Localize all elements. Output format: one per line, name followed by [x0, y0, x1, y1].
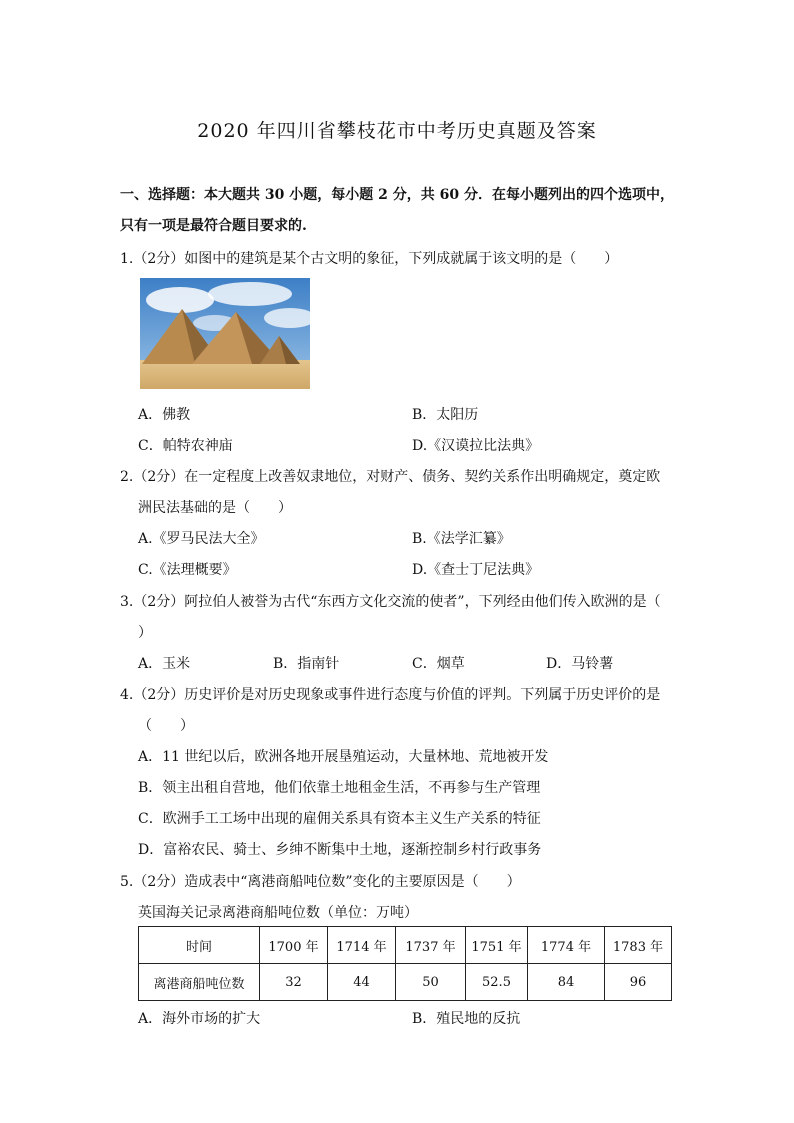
q1-option-d: D.《汉谟拉比法典》 — [412, 438, 540, 454]
pyramids-image — [140, 278, 310, 389]
table-header-cell: 1774 年 — [528, 927, 605, 964]
question-4-stem-cont: （ ） — [138, 718, 194, 734]
table-header-cell: 1751 年 — [466, 927, 528, 964]
q4-option-d: D．富裕农民、骑士、乡绅不断集中土地，逐渐控制乡村行政事务 — [138, 842, 542, 858]
q3-option-a: A．玉米 — [138, 656, 191, 672]
q5-option-a: A．海外市场的扩大 — [138, 1011, 261, 1027]
q2-option-c: C.《法理概要》 — [138, 562, 237, 578]
q4-option-a: A．11 世纪以后，欧洲各地开展垦殖运动，大量林地、荒地被开发 — [138, 749, 549, 765]
table-header-cell: 1783 年 — [605, 927, 672, 964]
question-2-stem: 2.（2分）在一定程度上改善奴隶地位，对财产、债务、契约关系作出明确规定，奠定欧 — [120, 469, 661, 485]
q5-option-b: B．殖民地的反抗 — [412, 1011, 521, 1027]
table-cell: 84 — [528, 964, 605, 1001]
q3-option-d: D．马铃薯 — [546, 656, 614, 672]
table-header-cell: 时间 — [139, 927, 260, 964]
question-2-stem-cont: 洲民法基础的是（ ） — [138, 500, 292, 516]
q3-option-b: B．指南针 — [273, 656, 340, 672]
q1-option-b: B．太阳历 — [412, 407, 479, 423]
table-header-cell: 1737 年 — [396, 927, 466, 964]
table-header-cell: 1714 年 — [328, 927, 396, 964]
page-title: 2020 年四川省攀枝花市中考历史真题及答案 — [197, 120, 597, 142]
question-4-stem: 4.（2分）历史评价是对历史现象或事件进行态度与价值的评判。下列属于历史评价的是 — [120, 687, 661, 703]
table-header-row — [139, 927, 672, 964]
table-row — [139, 964, 672, 1001]
q1-option-a: A．佛教 — [138, 407, 191, 423]
q1-option-c: C．帕特农神庙 — [138, 438, 233, 454]
question-3-stem: 3.（2分）阿拉伯人被誉为古代“东西方文化交流的使者”，下列经由他们传入欧洲的是（ — [120, 594, 661, 610]
question-1-stem: 1.（2分）如图中的建筑是某个古文明的象征，下列成就属于该文明的是（ ） — [120, 251, 619, 267]
q2-option-b: B.《法学汇纂》 — [412, 531, 511, 547]
tonnage-table — [138, 926, 672, 1001]
table-cell: 50 — [396, 964, 466, 1001]
question-3-stem-cont: ） — [138, 625, 152, 641]
table-header-cell: 1700 年 — [260, 927, 328, 964]
table-cell: 52.5 — [466, 964, 528, 1001]
q2-option-d: D.《查士丁尼法典》 — [412, 562, 540, 578]
table-row-label: 离港商船吨位数 — [139, 964, 260, 1001]
table-cell: 44 — [328, 964, 396, 1001]
q3-option-c: C．烟草 — [412, 656, 465, 672]
table-cell: 96 — [605, 964, 672, 1001]
q4-option-c: C．欧洲手工工场中出现的雇佣关系具有资本主义生产关系的特征 — [138, 811, 541, 827]
table-cell: 32 — [260, 964, 328, 1001]
section-heading: 一、选择题：本大题共 30 小题，每小题 2 分，共 60 分．在每小题列出的四个选项中，只有一项是最符合题目要求的. — [120, 187, 674, 234]
table-caption: 英国海关记录离港商船吨位数（单位：万吨） — [138, 905, 418, 921]
question-5-stem: 5.（2分）造成表中“离港商船吨位数”变化的主要原因是（ ） — [120, 874, 521, 890]
q4-option-b: B．领主出租自营地，他们依靠土地租金生活，不再参与生产管理 — [138, 780, 541, 796]
q2-option-a: A.《罗马民法大全》 — [138, 531, 265, 547]
